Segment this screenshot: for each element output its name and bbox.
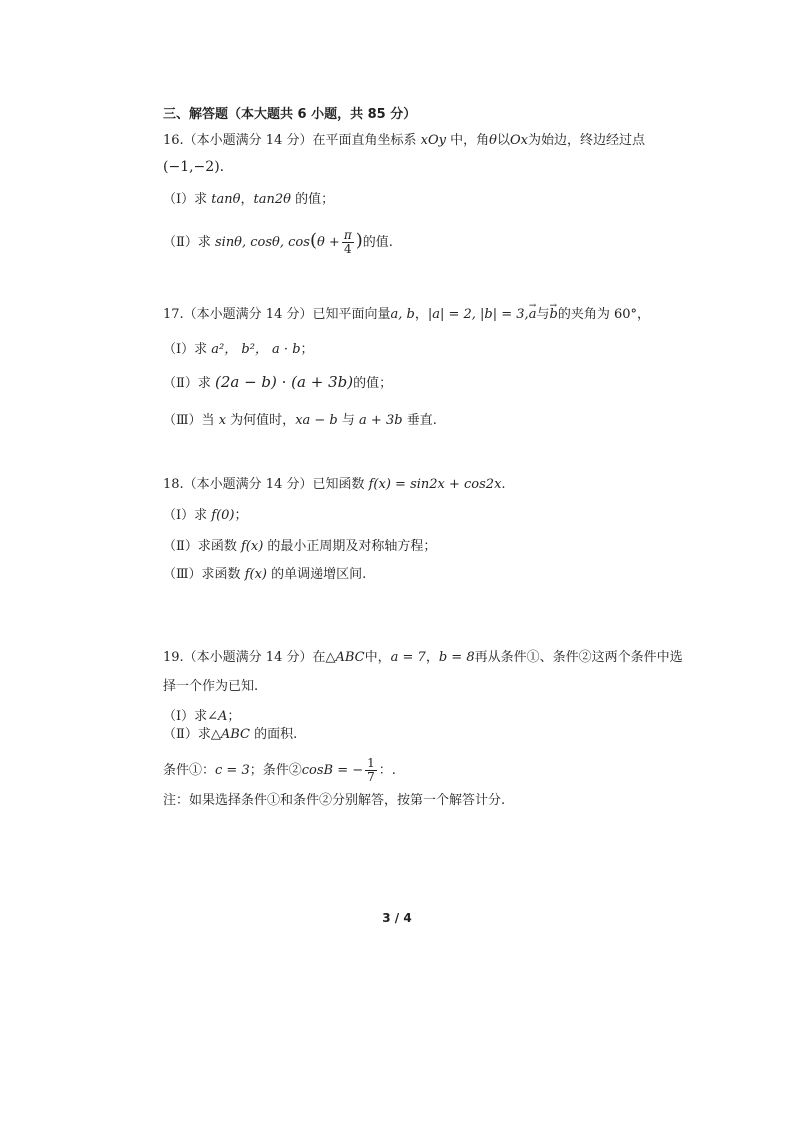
- q18-part3-expr: f(x): [244, 567, 267, 582]
- q17-part3-x: x: [218, 413, 227, 428]
- pi-over-4-fraction: [342, 229, 354, 256]
- q17-text-c: 的夹角为 60°，: [557, 307, 650, 322]
- q17-part1-end: ；: [300, 342, 314, 357]
- q16-part1: [163, 190, 334, 210]
- q17-part1-label: （Ⅰ）求: [163, 342, 208, 357]
- fraction-numerator: 1: [367, 756, 375, 770]
- q17-part2-label: （Ⅱ）求: [163, 376, 211, 391]
- q17-condition: |a| = 2, |b| = 3,: [427, 307, 529, 322]
- q17-text-b: ，: [414, 307, 428, 322]
- q18-text-end: .: [501, 477, 506, 492]
- q16-part2-end: 的值.: [362, 235, 393, 250]
- q17-part1: [163, 340, 314, 360]
- q19-part2: [163, 725, 297, 745]
- vector-b: → b: [549, 305, 557, 325]
- q18-part1-end: ；: [234, 508, 248, 523]
- q16-part1-label: （Ⅰ）求: [163, 192, 208, 207]
- q16-text-b: 中，角: [450, 133, 490, 148]
- q16-xoy: xOy: [420, 133, 446, 148]
- q17-text-a: 17.（本小题满分 14 分）已知平面向量: [163, 307, 391, 322]
- q19-part1-label: （Ⅰ）求: [163, 709, 208, 724]
- q17-part3-expr2: a + 3b: [359, 413, 403, 428]
- q18-part2: [163, 537, 436, 557]
- q19-cond-c: c = 3: [215, 763, 250, 778]
- q16-part2-inner: θ +: [316, 235, 340, 250]
- q17-yu: 与: [536, 307, 550, 322]
- q19-cond-cos: cosB = −: [301, 763, 364, 778]
- one-seventh-fraction: [365, 757, 377, 784]
- q19-text-b: 中，: [364, 650, 391, 665]
- q16-theta: θ: [489, 133, 497, 148]
- q16-stem: [163, 131, 645, 151]
- q19-part1-expr: ∠A: [207, 709, 228, 724]
- q19-b8: b = 8: [438, 650, 475, 665]
- q16-part1-tan2: tan2θ: [253, 192, 291, 207]
- q18-part1: [163, 506, 248, 526]
- q16-text-c: 以: [496, 133, 510, 148]
- q16-part2-expr: sinθ, cosθ, cos: [214, 235, 310, 250]
- q16-point: (−1,−2).: [163, 159, 225, 175]
- q19-cond-end: ：.: [378, 763, 396, 778]
- q16-ox: Ox: [509, 133, 528, 148]
- q18-part3-label: （Ⅲ）求函数: [163, 567, 241, 582]
- q19-a7: a = 7: [390, 650, 426, 665]
- q16-text-d: 为始边，终边经过点: [527, 133, 645, 148]
- q17-stem: [163, 305, 650, 325]
- q19-part1-end: ；: [227, 709, 241, 724]
- q19-stem: [163, 648, 683, 668]
- q16-part1-end: 的值；: [295, 192, 335, 207]
- q17-part1-expr: a²， b²， a · b: [211, 342, 301, 357]
- q18-part3: [163, 565, 366, 585]
- q18-stem: [163, 475, 506, 495]
- q17-part2-end: 的值；: [353, 376, 393, 391]
- q19-text-a: 19.（本小题满分 14 分）在△: [163, 650, 336, 665]
- section-title: 三、解答题（本大题共 6 小题，共 85 分）: [163, 107, 417, 122]
- left-paren: (: [309, 230, 317, 251]
- vector-a: → a: [529, 305, 537, 325]
- q18-part3-end: 的单调递增区间.: [271, 567, 367, 582]
- q18-part1-label: （Ⅰ）求: [163, 508, 208, 523]
- q16-part1-tan: tanθ: [211, 192, 241, 207]
- q17-part3-mid: 为何值时，: [230, 413, 296, 428]
- fraction-denominator: 7: [367, 770, 375, 784]
- q19-part2-end: 的面积.: [254, 727, 298, 742]
- q18-part2-expr: f(x): [240, 539, 264, 554]
- fraction-numerator: π: [343, 228, 352, 242]
- q16-text-a: 16.（本小题满分 14 分）在平面直角坐标系: [163, 133, 417, 148]
- q18-part2-end: 的最小正周期及对称轴方程；: [267, 539, 437, 554]
- q17-part3-yu: 与: [341, 413, 355, 428]
- q17-vectors: a, b: [390, 307, 415, 322]
- q18-part1-expr: f(0): [211, 508, 235, 523]
- fraction-denominator: 4: [343, 242, 352, 256]
- page-number: 3 / 4: [382, 911, 412, 925]
- q19-conditions: [163, 757, 396, 785]
- q16-part2: [163, 226, 393, 258]
- q18-part2-label: （Ⅱ）求函数: [163, 539, 237, 554]
- q19-stem-line2: 择一个作为已知.: [163, 679, 259, 694]
- q19-note: 注：如果选择条件①和条件②分别解答，按第一个解答计分.: [163, 793, 506, 808]
- q19-comma: ，: [425, 650, 439, 665]
- q19-part1: [163, 707, 240, 727]
- q19-abc: ABC: [335, 650, 365, 665]
- q17-part2: [163, 372, 392, 394]
- q19-part2-label: （Ⅱ）求△: [163, 727, 221, 742]
- q16-part2-label: （Ⅱ）求: [163, 235, 211, 250]
- right-paren: ): [355, 230, 363, 251]
- q17-part3-end: 垂直.: [406, 413, 437, 428]
- q17-part3: [163, 411, 437, 431]
- q17-part3-label: （Ⅲ）当: [163, 413, 215, 428]
- q17-part3-expr1: xa − b: [295, 413, 338, 428]
- q17-part2-expr: (2a − b) · (a + 3b): [214, 373, 354, 391]
- q18-function: f(x) = sin2x + cos2x: [368, 477, 502, 492]
- q19-text-c: 再从条件①、条件②这两个条件中选: [474, 650, 683, 665]
- q18-text-a: 18.（本小题满分 14 分）已知函数: [163, 477, 365, 492]
- q19-part2-abc: ABC: [220, 727, 250, 742]
- q19-cond-mid: ；条件②: [249, 763, 302, 778]
- q19-cond-label: 条件①：: [163, 763, 216, 778]
- q16-part1-sep: ，: [240, 192, 254, 207]
